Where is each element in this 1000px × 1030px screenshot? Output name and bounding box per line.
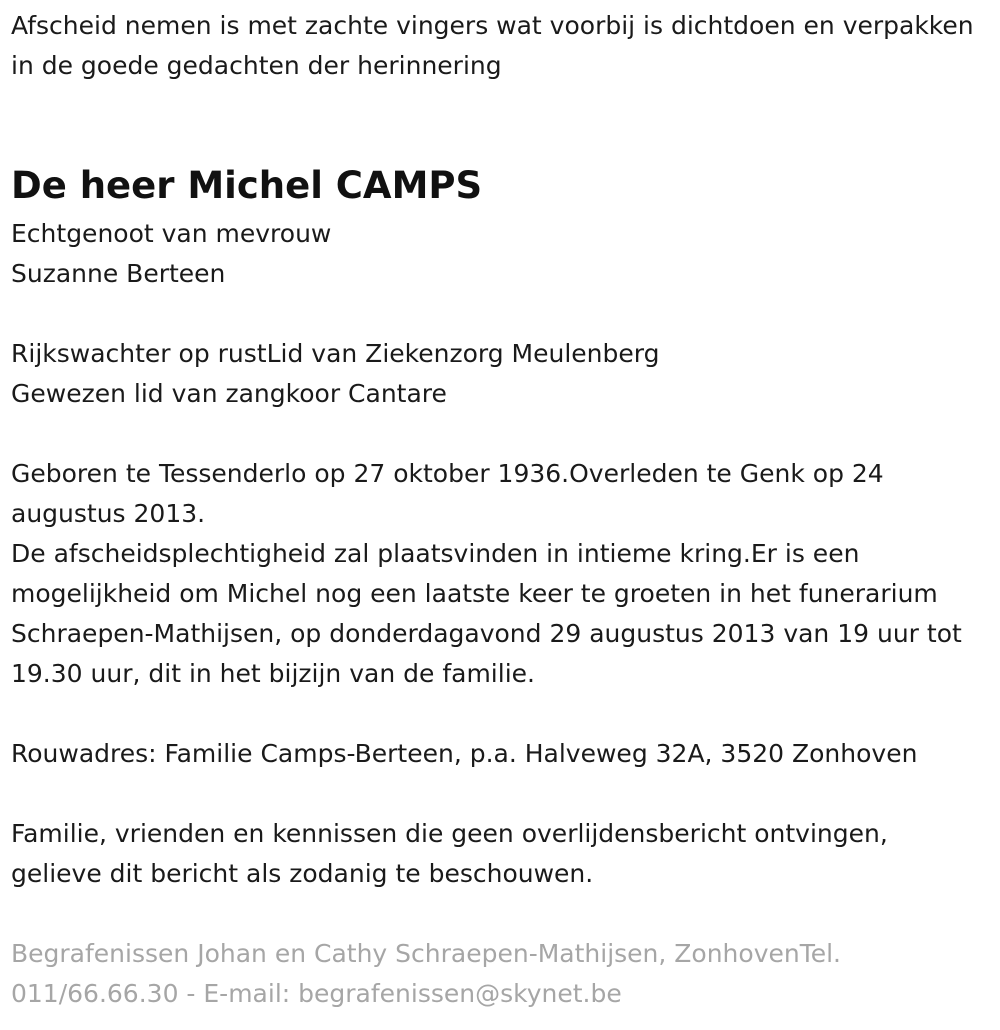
notice-text: Familie, vrienden en kennissen die geen overlijdensbericht ontvingen, gelieve dit bericht als zodanig te beschouwen. <box>11 819 888 888</box>
deceased-name: De heer Michel CAMPS <box>11 164 483 207</box>
details-section <box>11 454 986 694</box>
role-line: Rijkswachter op rustLid van Ziekenzorg Meulenberg <box>11 339 660 368</box>
funeral-home-footer: Begrafenissen Johan en Cathy Schraepen-Mathijsen, ZonhovenTel. 011/66.66.30 - E-mail: begrafenissen@skynet.be <box>11 939 842 1008</box>
relation-text: Echtgenoot van mevrouw <box>11 219 332 248</box>
birth-death-text: Geboren te Tessenderlo op 27 oktober 1936.Overleden te Genk op 24 augustus 2013. <box>11 459 884 528</box>
quote-line: Afscheid nemen is met zachte vingers wat voorbij is dichtdoen en verpakken <box>11 11 974 40</box>
spouse-section <box>11 214 986 294</box>
quote-line: in de goede gedachten der herinnering <box>11 51 502 80</box>
mourning-address: Rouwadres: Familie Camps-Berteen, p.a. Halveweg 32A, 3520 Zonhoven <box>11 739 918 768</box>
opening-quote <box>11 6 986 86</box>
spouse-name: Suzanne Berteen <box>11 259 226 288</box>
role-line: Gewezen lid van zangkoor Cantare <box>11 379 447 408</box>
ceremony-text: De afscheidsplechtigheid zal plaatsvinden in intieme kring.Er is een mogelijkheid om Michel nog een laatste keer te groeten in het funerarium Schraepen-Mathijsen, op donderdagavond 29 augustus 2013 van 19 uur tot 19.30 uur, dit in het bijzijn van de familie. <box>11 539 962 688</box>
roles-section <box>11 334 986 414</box>
